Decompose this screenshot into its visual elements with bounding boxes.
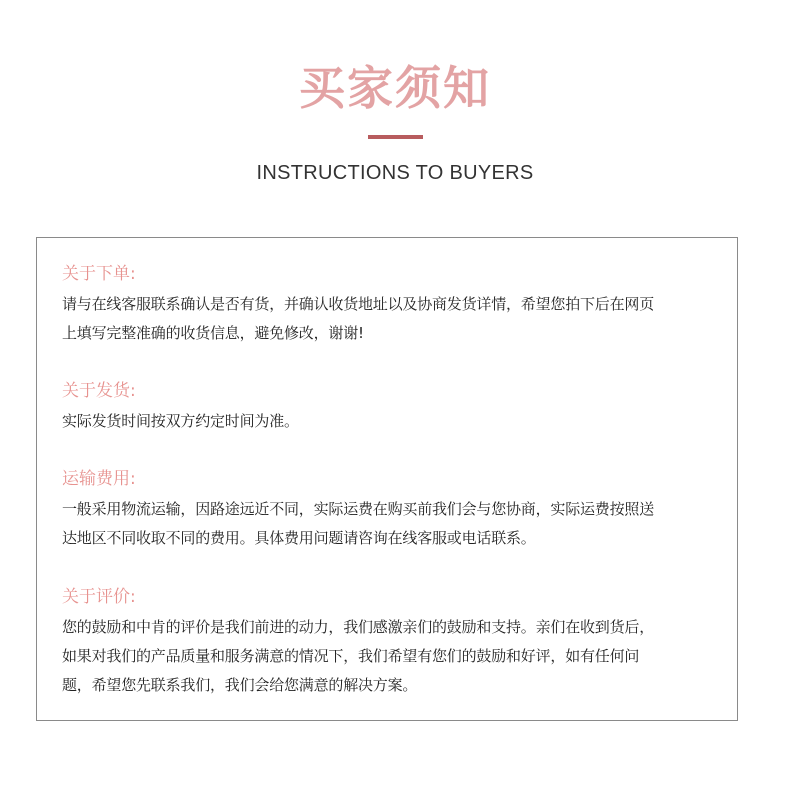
section-text-line: 如果对我们的产品质量和服务满意的情况下，我们希望有您们的鼓励和好评，如有任何问: [62, 647, 640, 665]
section-text-line: 达地区不同收取不同的费用。具体费用问题请咨询在线客服或电话联系。: [62, 529, 536, 547]
section-text-line: 您的鼓励和中肯的评价是我们前进的动力，我们感激亲们的鼓励和支持。亲们在收到货后，: [62, 618, 655, 636]
section-text-line: 上填写完整准确的收货信息，避免修改，谢谢!: [62, 324, 364, 342]
section-heading: 运输费用:: [62, 469, 136, 489]
page-subtitle: INSTRUCTIONS TO BUYERS: [256, 162, 534, 184]
section-text-line: 题，希望您先联系我们，我们会给您满意的解决方案。: [62, 676, 418, 694]
section-body: [62, 613, 722, 700]
section-body: [62, 495, 722, 553]
title-divider: [368, 135, 423, 139]
section-heading: 关于发货:: [62, 381, 136, 401]
section-shipping: [62, 379, 722, 436]
section-heading: 关于评价:: [62, 587, 136, 607]
section-body: [62, 407, 722, 436]
section-text-line: 请与在线客服联系确认是否有货，并确认收货地址以及协商发货详情，希望您拍下后在网页: [62, 295, 655, 313]
page-title: 买家须知: [299, 61, 491, 115]
buyer-notice-box: [36, 237, 738, 721]
section-body: [62, 290, 722, 348]
section-shipping-cost: [62, 467, 722, 553]
section-reviews: [62, 585, 722, 700]
section-text-line: 实际发货时间按双方约定时间为准。: [62, 412, 299, 430]
section-text-line: 一般采用物流运输，因路途远近不同，实际运费在购买前我们会与您协商，实际运费按照送: [62, 500, 655, 518]
section-heading: 关于下单:: [62, 264, 136, 284]
section-ordering: [62, 262, 722, 348]
